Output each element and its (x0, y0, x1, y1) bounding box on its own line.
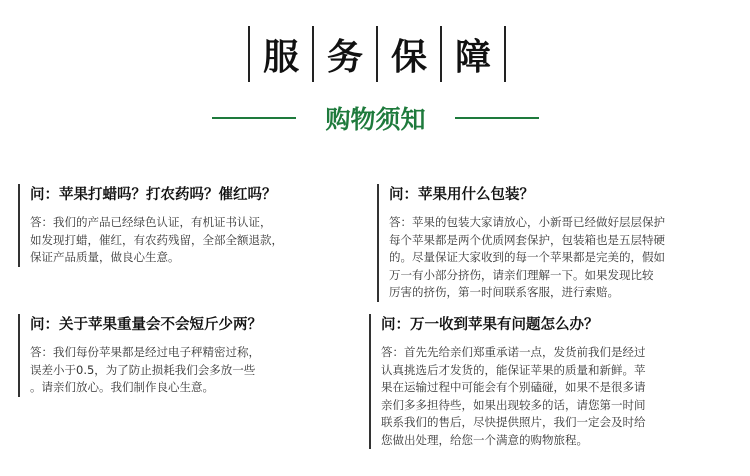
answer-line: 您做出处理，给您一个满意的购物旅程。 (381, 432, 588, 447)
answer-line: 答：我们每份苹果都是经过电子秤精密过称， (30, 345, 260, 359)
answer-line: 果在运输过程中可能会有个别磕碰，如果不是很多请 (381, 380, 646, 394)
answer-line: 保证产品质量，做良心生意。 (30, 250, 180, 264)
faq-item-pesticide (18, 184, 360, 267)
answer-line: 。请亲们放心。我们制作良心生意。 (30, 380, 214, 394)
answer-line: 答：我们的产品已经绿色认证，有机证书认证， (30, 215, 272, 229)
answer-line: 认真挑选后才发货的，能保证苹果的质量和新鲜。苹 (381, 362, 646, 377)
faq-answer (30, 214, 360, 267)
title-char: 障 (440, 26, 506, 82)
faq-answer (30, 344, 360, 397)
subtitle-divider-left (212, 117, 296, 119)
title-char: 保 (376, 26, 440, 82)
answer-line: 每个苹果都是两个优质网套保护，包装箱也是五层特硬 (389, 232, 665, 247)
title-char: 务 (312, 26, 376, 82)
answer-line: 如发现打蜡，催红，有农药残留，全部全额退款， (30, 232, 283, 247)
faq-answer (389, 214, 749, 302)
page-title (248, 26, 506, 82)
faq-question: 问：关于苹果重量会不会短斤少两？ (30, 317, 262, 333)
answer-line: 误差小于0.5，为了防止损耗我们会多放一些 (30, 362, 256, 377)
answer-line: 万一有小部分挤伤，请亲们理解一下。如果发现比较 (389, 267, 654, 282)
section-subtitle (0, 100, 750, 136)
answer-line: 答：首先先给亲们郑重承诺一点，发货前我们是经过 (381, 345, 646, 359)
faq-question: 问：万一收到苹果有问题怎么办？ (381, 317, 599, 333)
subtitle-text: 购物须知 (325, 105, 426, 134)
answer-line: 厉害的挤伤，第一时间联系客服，进行索赔。 (389, 285, 619, 299)
title-char: 服 (248, 26, 312, 82)
faq-answer (381, 344, 749, 449)
answer-line: 的。尽量保证大家收到的每一个苹果都是完美的，假如 (389, 250, 665, 264)
answer-line: 亲们多多担待些，如果出现较多的话，请您第一时间 (381, 397, 646, 412)
faq-item-weight (18, 314, 360, 397)
faq-question: 问：苹果打蜡吗？打农药吗？催红吗？ (30, 187, 277, 203)
faq-question: 问：苹果用什么包装？ (389, 187, 534, 203)
answer-line: 联系我们的售后，尽快提供照片，我们一定会及时给 (381, 415, 646, 429)
answer-line: 答：苹果的包装大家请放心，小新哥已经做好层层保护 (389, 215, 665, 229)
faq-item-packaging (377, 184, 749, 302)
faq-item-problem (369, 314, 749, 449)
subtitle-divider-right (455, 117, 539, 119)
